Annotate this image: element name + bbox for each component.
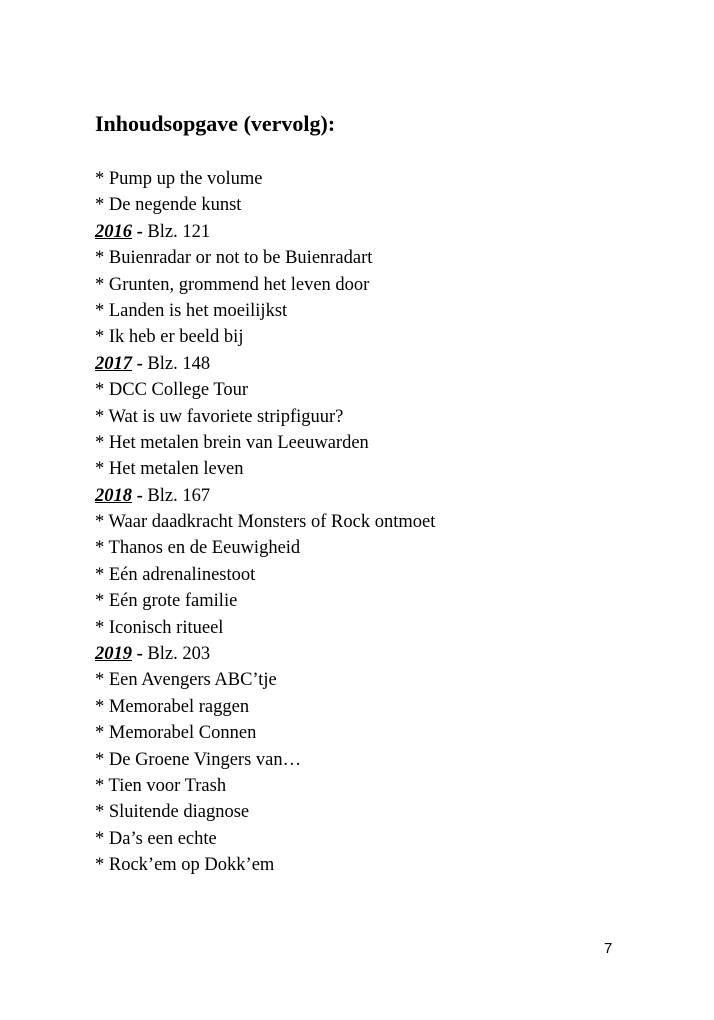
toc-item (95, 747, 435, 773)
toc-item (95, 773, 435, 799)
toc-item (95, 404, 435, 430)
toc-bullet: * (95, 564, 109, 585)
toc-bullet: * (95, 538, 109, 559)
toc-item-text: Het metalen leven (108, 459, 244, 480)
toc-bullet: * (95, 432, 109, 453)
toc-year-heading (95, 219, 435, 245)
toc-item-text: Grunten, grommend het leven door (108, 274, 370, 295)
toc-year-dash: - (132, 221, 148, 242)
toc-page-label: Blz. (147, 485, 178, 506)
toc-item (95, 667, 435, 693)
toc-page-number: 148 (182, 353, 211, 374)
toc-item-text: Eén grote familie (108, 591, 238, 612)
toc-item-text: De Groene Vingers van… (108, 749, 302, 770)
toc-item (95, 562, 435, 588)
toc-item (95, 430, 435, 456)
toc-item (95, 272, 435, 298)
toc-bullet: * (95, 670, 109, 691)
toc-item-text: Rock’em op Dokk’em (108, 855, 275, 876)
toc-bullet: * (95, 696, 109, 717)
toc-bullet: * (95, 723, 109, 744)
toc-item-text: Landen is het moeilijkst (108, 300, 288, 321)
toc-bullet: * (95, 195, 109, 216)
toc-page-label: Blz. (147, 353, 178, 374)
toc-year: 2016 (95, 221, 132, 242)
toc-bullet: * (95, 802, 109, 823)
toc-bullet: * (95, 300, 109, 321)
toc-item (95, 720, 435, 746)
toc-page-number: 121 (182, 221, 211, 242)
toc-bullet: * (95, 749, 109, 770)
toc-item (95, 166, 435, 192)
toc-item (95, 509, 435, 535)
toc-page-label: Blz. (147, 644, 178, 665)
toc-year-heading (95, 351, 435, 377)
toc-page-number: 167 (182, 485, 211, 506)
toc-item (95, 245, 435, 271)
toc-year-dash: - (132, 485, 148, 506)
toc-year-heading (95, 483, 435, 509)
toc-item (95, 298, 435, 324)
toc-item-text: Pump up the volume (108, 169, 263, 189)
toc-bullet: * (95, 327, 109, 348)
toc-item-text: De negende kunst (108, 195, 242, 216)
toc-item (95, 799, 435, 825)
page-title: Inhoudsopgave (vervolg): (95, 111, 336, 136)
toc-bullet: * (95, 459, 109, 480)
toc-year: 2019 (95, 644, 132, 665)
toc-item (95, 694, 435, 720)
toc-page-number: 203 (182, 644, 211, 665)
toc-item-text: Thanos en de Eeuwigheid (108, 538, 301, 559)
toc-item-text: Memorabel Connen (108, 723, 257, 744)
toc-item-text: Waar daadkracht Monsters of Rock ontmoet (108, 512, 436, 533)
toc-year-heading (95, 641, 435, 667)
toc-item (95, 192, 435, 218)
toc-item-text: Een Avengers ABC’tje (108, 670, 277, 691)
toc-item (95, 377, 435, 403)
toc-bullet: * (95, 274, 109, 295)
toc-bullet: * (95, 248, 109, 269)
toc-year-dash: - (132, 353, 148, 374)
toc-bullet: * (95, 617, 109, 638)
toc-item (95, 615, 435, 641)
toc-item (95, 324, 435, 350)
toc-item (95, 852, 435, 878)
toc-item-text: Het metalen brein van Leeuwarden (108, 432, 369, 453)
toc-item-text: Memorabel raggen (108, 696, 250, 717)
toc-item-text: Eén adrenalinestoot (108, 564, 256, 585)
toc-item-text: Tien voor Trash (108, 775, 227, 796)
toc-item-text: Sluitende diagnose (108, 802, 250, 823)
toc-item-text: DCC College Tour (108, 380, 249, 401)
toc-bullet: * (95, 380, 109, 401)
toc-page-label: Blz. (147, 221, 178, 242)
toc-bullet: * (95, 775, 109, 796)
toc-bullet: * (95, 512, 109, 533)
toc-bullet: * (95, 406, 109, 427)
toc-item-text: Buienradar or not to be Buienradart (108, 248, 373, 269)
toc-item-text: Wat is uw favoriete stripfiguur? (108, 406, 344, 427)
toc-bullet: * (95, 855, 109, 876)
toc-item (95, 456, 435, 482)
toc-item-text: Ik heb er beeld bij (108, 327, 244, 348)
table-of-contents (95, 166, 435, 879)
toc-item-text: Iconisch ritueel (108, 617, 224, 638)
page-number: 7 (604, 940, 613, 957)
toc-year: 2017 (95, 353, 132, 374)
toc-year-dash: - (132, 644, 148, 665)
toc-bullet: * (95, 591, 109, 612)
toc-item (95, 826, 435, 852)
toc-year: 2018 (95, 485, 132, 506)
toc-item (95, 588, 435, 614)
toc-item-text: Da’s een echte (108, 828, 217, 849)
toc-bullet: * (95, 169, 109, 189)
toc-item (95, 535, 435, 561)
toc-bullet: * (95, 828, 109, 849)
